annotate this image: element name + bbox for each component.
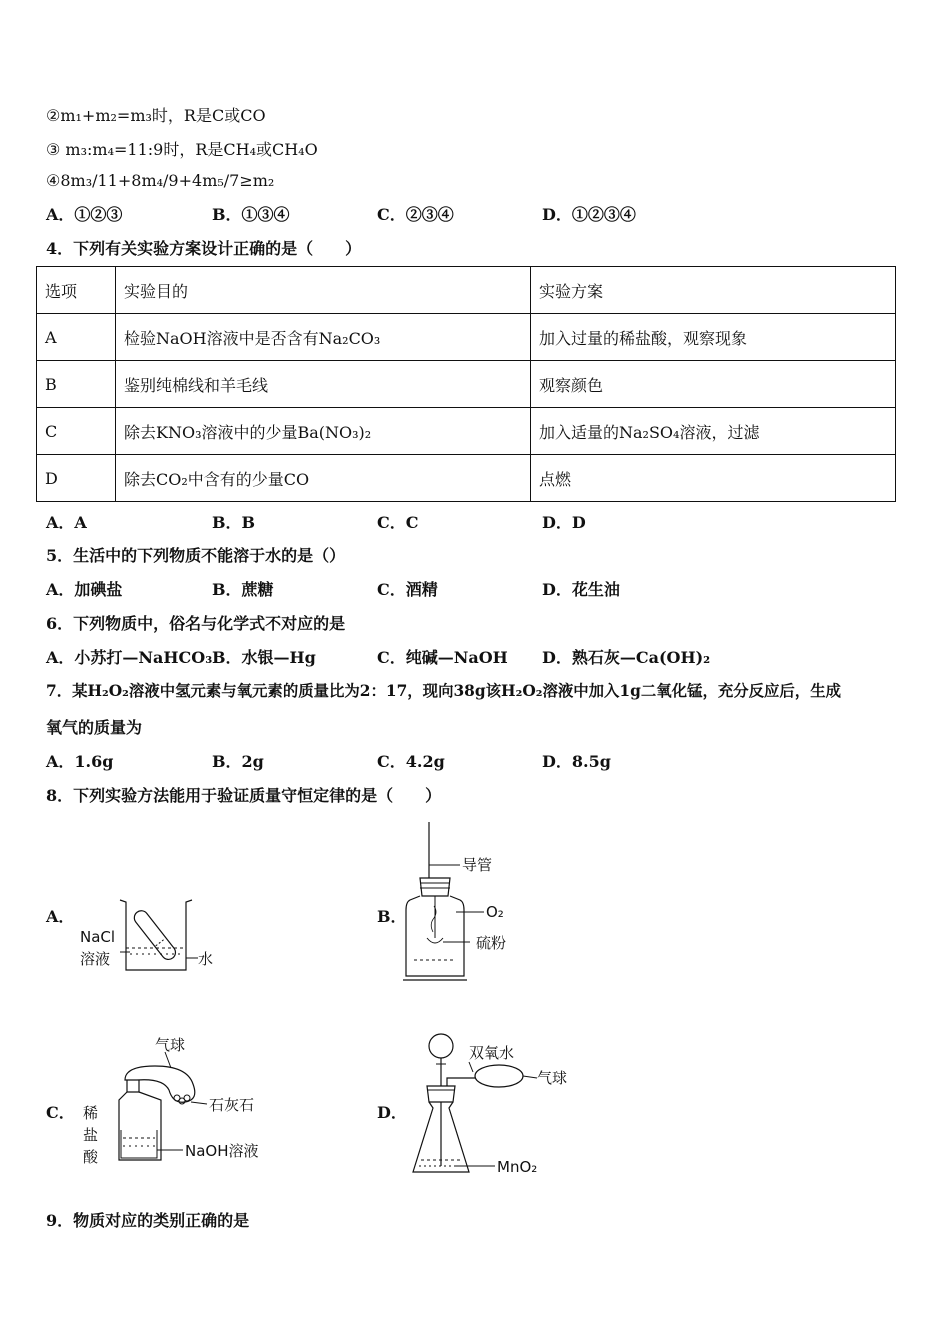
balloon-bottle-figure [75, 1034, 275, 1174]
table-cell: 鉴别纯棉线和羊毛线 [116, 361, 531, 408]
table-cell: C [37, 408, 116, 455]
q5-option-c: C．酒精 [377, 580, 438, 599]
q3-option-b: B．①③④ [212, 205, 290, 224]
q3-statement-4: ④8m₃/11+8m₄/9+4m₅/7≥m₂ [46, 171, 275, 190]
q5-stem: 5．生活中的下列物质不能溶于水的是（） [46, 546, 346, 565]
table-header: 选项 [37, 267, 116, 314]
table-cell: 点燃 [531, 455, 896, 502]
q4-stem: 4．下列有关实验方案设计正确的是（ ） [46, 239, 362, 258]
figure-text: 盐 [83, 1126, 99, 1144]
q8-figure-d-label: D． [377, 1103, 407, 1122]
table-row [37, 408, 896, 455]
figure-text: 气球 [537, 1069, 568, 1087]
figure-text: NaOH溶液 [185, 1142, 259, 1160]
q7-option-a: A．1.6g [46, 752, 114, 771]
flask-balloon-figure [405, 1028, 590, 1180]
q6-option-a: A．小苏打—NaHCO₃ [46, 648, 213, 667]
q7-option-c: C．4.2g [377, 752, 445, 771]
table-row [37, 314, 896, 361]
q7-stem-line2: 氧气的质量为 [46, 718, 143, 737]
figure-text: 硫粉 [476, 934, 507, 952]
q8-stem: 8．下列实验方法能用于验证质量守恒定律的是（ ） [46, 786, 442, 805]
q3-option-c: C．②③④ [377, 205, 454, 224]
figure-text: O₂ [486, 903, 504, 921]
beaker-testtube-figure [70, 890, 230, 980]
q6-option-b: B．水银—Hg [212, 648, 316, 667]
figure-text: NaCl [80, 928, 116, 946]
figure-text: 气球 [155, 1036, 186, 1054]
q3-option-a: A．①②③ [46, 205, 123, 224]
table-header: 实验方案 [531, 267, 896, 314]
figure-text: 双氧水 [469, 1044, 515, 1062]
q8-figure-a-label: A． [46, 907, 75, 926]
figure-text: 石灰石 [209, 1096, 255, 1114]
q8-figure-b-label: B． [377, 907, 407, 926]
q5-option-b: B．蔗糖 [212, 580, 274, 599]
q9-stem: 9．物质对应的类别正确的是 [46, 1211, 250, 1230]
q5-option-d: D．花生油 [542, 580, 620, 599]
figure-text: MnO₂ [497, 1158, 538, 1176]
q7-option-b: B．2g [212, 752, 264, 771]
table-cell: 检验NaOH溶液中是否含有Na₂CO₃ [116, 314, 531, 361]
q6-option-d: D．熟石灰—Ca(OH)₂ [542, 648, 711, 667]
table-cell: 除去KNO₃溶液中的少量Ba(NO₃)₂ [116, 408, 531, 455]
table-cell: 除去CO₂中含有的少量CO [116, 455, 531, 502]
figure-text: 水 [198, 950, 214, 968]
table-header-row [37, 267, 896, 314]
q6-option-c: C．纯碱—NaOH [377, 648, 508, 667]
q5-option-a: A．加碘盐 [46, 580, 123, 599]
table-cell: 观察颜色 [531, 361, 896, 408]
q4-table [36, 266, 896, 502]
table-cell: D [37, 455, 116, 502]
q4-option-b: B．B [212, 513, 256, 532]
q4-option-d: D．D [542, 513, 586, 532]
figure-text: 溶液 [80, 950, 111, 968]
figure-text: 导管 [462, 856, 493, 874]
q6-stem: 6．下列物质中，俗名与化学式不对应的是 [46, 614, 346, 633]
table-cell: 加入适量的Na₂SO₄溶液，过滤 [531, 408, 896, 455]
q7-stem-line1: 7．某H₂O₂溶液中氢元素与氧元素的质量比为2：17，现向38g该H₂O₂溶液中加入1g二氧化锰，充分反应后，生成 [46, 682, 841, 700]
table-header: 实验目的 [116, 267, 531, 314]
table-row [37, 361, 896, 408]
table-cell: A [37, 314, 116, 361]
table-cell: B [37, 361, 116, 408]
q4-option-c: C．C [377, 513, 419, 532]
q3-statement-3: ③ m₃:m₄=11:9时，R是CH₄或CH₄O [46, 140, 318, 159]
q3-statement-2: ②m₁+m₂=m₃时，R是C或CO [46, 106, 266, 125]
jar-sulfur-figure [400, 820, 550, 985]
table-row [37, 455, 896, 502]
figure-text: 酸 [83, 1148, 99, 1166]
q4-option-a: A．A [46, 513, 87, 532]
figure-text: 稀 [83, 1104, 99, 1122]
q7-option-d: D．8.5g [542, 752, 611, 771]
table-cell: 加入过量的稀盐酸，观察现象 [531, 314, 896, 361]
q8-figure-c-label: C． [46, 1103, 75, 1122]
q3-option-d: D．①②③④ [542, 205, 636, 224]
